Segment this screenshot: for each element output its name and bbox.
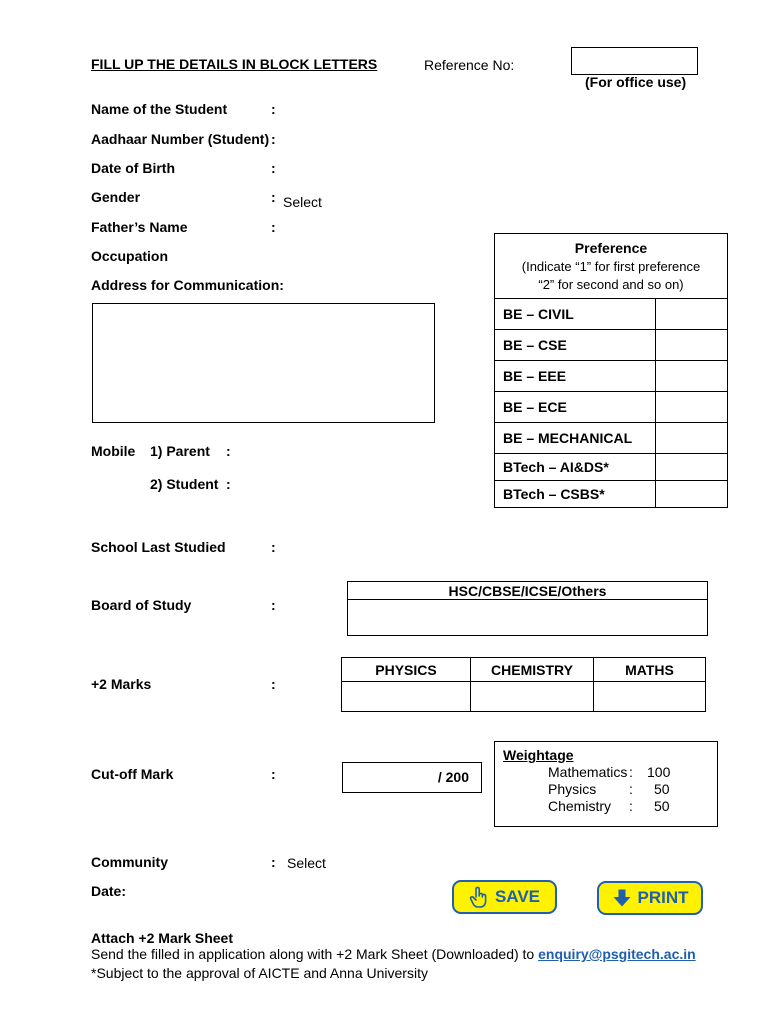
student-name-colon: : bbox=[271, 101, 276, 117]
school-label: School Last Studied bbox=[91, 539, 226, 555]
student-mobile-label: 2) Student bbox=[150, 476, 219, 492]
parent-mobile-input[interactable] bbox=[240, 440, 440, 460]
preference-header bbox=[495, 234, 728, 299]
aadhaar-label: Aadhaar Number (Student) bbox=[91, 131, 270, 147]
marks-colon: : bbox=[271, 676, 276, 692]
weightage-box bbox=[494, 741, 718, 827]
weightage-value-physics: 50 bbox=[654, 781, 670, 797]
course-cse: BE – CSE bbox=[495, 330, 656, 361]
aadhaar-colon: : bbox=[271, 131, 276, 147]
preference-input-ece[interactable] bbox=[656, 392, 728, 423]
board-label: Board of Study bbox=[91, 597, 192, 613]
weightage-value-chemistry: 50 bbox=[654, 798, 670, 814]
marks-table bbox=[341, 657, 706, 712]
weightage-subject-chemistry: Chemistry bbox=[548, 798, 612, 814]
parent-label: 1) Parent bbox=[150, 443, 210, 459]
weightage-subject-physics: Physics bbox=[548, 781, 597, 797]
student-name-input[interactable] bbox=[285, 98, 485, 118]
weightage-title: Weightage bbox=[503, 747, 574, 763]
preference-input-eee[interactable] bbox=[656, 361, 728, 392]
dob-colon: : bbox=[271, 160, 276, 176]
course-ece: BE – ECE bbox=[495, 392, 656, 423]
reference-input[interactable] bbox=[571, 47, 698, 75]
student-mobile-input[interactable] bbox=[240, 473, 440, 493]
date-label: Date: bbox=[91, 883, 127, 899]
maths-marks-input[interactable] bbox=[594, 682, 706, 712]
course-csbs: BTech – CSBS* bbox=[495, 481, 656, 508]
reference-label: Reference No: bbox=[424, 57, 515, 73]
physics-marks-input[interactable] bbox=[342, 682, 471, 712]
weightage-subject-maths: Mathematics bbox=[548, 764, 628, 780]
cutoff-suffix: / 200 bbox=[437, 769, 469, 785]
community-select[interactable]: Select bbox=[287, 855, 326, 871]
board-table bbox=[347, 581, 708, 636]
board-header: HSC/CBSE/ICSE/Others bbox=[348, 582, 708, 600]
marks-label: +2 Marks bbox=[91, 676, 152, 692]
mobile-label: Mobile bbox=[91, 443, 136, 459]
weightage-sep-chemistry: : bbox=[629, 798, 633, 814]
community-label: Community bbox=[91, 854, 168, 870]
school-colon: : bbox=[271, 539, 276, 555]
course-mechanical: BE – MECHANICAL bbox=[495, 423, 656, 454]
marks-header-maths: MATHS bbox=[594, 658, 706, 682]
school-input[interactable] bbox=[285, 536, 585, 556]
preference-input-civil[interactable] bbox=[656, 299, 728, 330]
gender-colon: : bbox=[271, 189, 276, 205]
send-text: Send the filled in application along with +2 Mark Sheet (Downloaded) to bbox=[91, 946, 535, 962]
pointing-hand-icon bbox=[469, 886, 489, 908]
occupation-input[interactable] bbox=[285, 245, 485, 265]
gender-label: Gender bbox=[91, 189, 141, 205]
office-use-note: (For office use) bbox=[585, 74, 687, 90]
cutoff-colon: : bbox=[271, 766, 276, 782]
marks-header-physics: PHYSICS bbox=[342, 658, 471, 682]
print-label: PRINT bbox=[637, 888, 689, 907]
save-label: SAVE bbox=[494, 887, 541, 906]
board-colon: : bbox=[271, 597, 276, 613]
dob-label: Date of Birth bbox=[91, 160, 175, 176]
weightage-sep-maths: : bbox=[629, 764, 633, 780]
weightage-value-maths: 100 bbox=[647, 764, 671, 780]
preference-input-cse[interactable] bbox=[656, 330, 728, 361]
community-colon: : bbox=[271, 854, 276, 870]
cutoff-label: Cut-off Mark bbox=[91, 766, 174, 782]
course-civil: BE – CIVIL bbox=[495, 299, 656, 330]
preference-note-line1: (Indicate “1” for first preference bbox=[521, 259, 701, 274]
board-input[interactable] bbox=[348, 600, 708, 636]
aadhaar-input[interactable] bbox=[285, 128, 485, 148]
course-eee: BE – EEE bbox=[495, 361, 656, 392]
father-name-colon: : bbox=[271, 219, 276, 235]
email-link[interactable]: enquiry@psgitech.ac.in bbox=[538, 946, 696, 962]
student-name-label: Name of the Student bbox=[91, 101, 228, 117]
parent-colon: : bbox=[226, 443, 231, 459]
address-textarea[interactable] bbox=[92, 303, 435, 423]
gender-select[interactable]: Select bbox=[283, 194, 322, 210]
father-name-input[interactable] bbox=[285, 216, 485, 236]
save-button[interactable] bbox=[452, 880, 557, 914]
preference-note-line2: “2” for second and so on) bbox=[538, 277, 684, 292]
date-input[interactable] bbox=[140, 880, 340, 900]
course-aids: BTech – AI&DS* bbox=[495, 454, 656, 481]
weightage-sep-physics: : bbox=[629, 781, 633, 797]
preference-table bbox=[494, 233, 728, 508]
address-label: Address for Communication: bbox=[91, 277, 284, 293]
father-name-label: Father’s Name bbox=[91, 219, 188, 235]
occupation-label: Occupation bbox=[91, 248, 169, 264]
send-instruction bbox=[91, 946, 696, 962]
chemistry-marks-input[interactable] bbox=[471, 682, 594, 712]
print-button[interactable] bbox=[597, 881, 703, 915]
page-title: FILL UP THE DETAILS IN BLOCK LETTERS bbox=[91, 56, 378, 72]
student-mobile-colon: : bbox=[226, 476, 231, 492]
marks-header-chemistry: CHEMISTRY bbox=[471, 658, 594, 682]
cutoff-input[interactable] bbox=[342, 762, 482, 793]
dob-input[interactable] bbox=[285, 157, 485, 177]
approval-note: *Subject to the approval of AICTE and Anna University bbox=[91, 965, 428, 981]
preference-title: Preference bbox=[574, 240, 648, 256]
preference-input-csbs[interactable] bbox=[656, 481, 728, 508]
preference-input-aids[interactable] bbox=[656, 454, 728, 481]
attach-note: Attach +2 Mark Sheet bbox=[91, 930, 233, 946]
down-arrow-icon bbox=[612, 888, 632, 908]
preference-input-mechanical[interactable] bbox=[656, 423, 728, 454]
